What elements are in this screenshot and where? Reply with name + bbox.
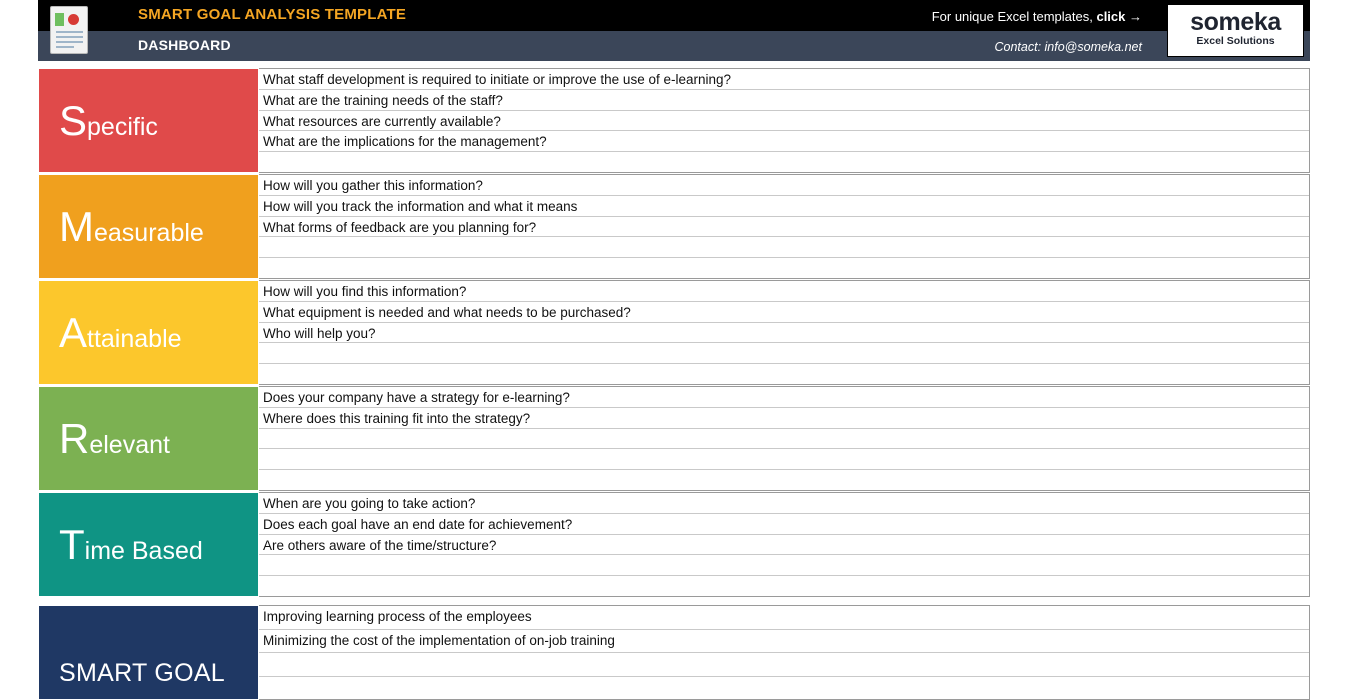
answer-line[interactable]: What forms of feedback are you planning for? <box>259 217 1309 238</box>
document-icon-accent <box>55 13 64 26</box>
category-label-relevant <box>38 386 259 491</box>
answer-line[interactable] <box>259 364 1309 384</box>
promo-link[interactable]: click → <box>1096 9 1142 24</box>
smart-row-attainable <box>38 280 1310 385</box>
goal-line[interactable] <box>259 653 1309 677</box>
answer-line[interactable]: Does your company have a strategy for e-learning? <box>259 387 1309 408</box>
smart-row-specific <box>38 68 1310 173</box>
category-initial: T <box>59 520 85 568</box>
page-title: SMART GOAL ANALYSIS TEMPLATE <box>138 6 407 23</box>
someka-logo[interactable] <box>1167 4 1304 57</box>
document-icon-line <box>56 36 83 38</box>
document-icon-line <box>56 41 83 43</box>
category-word <box>59 308 182 356</box>
answer-line[interactable] <box>259 237 1309 258</box>
promo-text <box>932 9 1142 24</box>
category-label-specific <box>38 68 259 173</box>
header-bar <box>38 0 1310 61</box>
promo-prefix: For unique Excel templates, <box>931 9 1097 24</box>
answers-measurable <box>259 174 1310 279</box>
category-rest: ttainable <box>87 324 182 353</box>
smart-goal-label-cell <box>38 605 259 700</box>
answer-line[interactable]: What are the training needs of the staff? <box>259 90 1309 111</box>
category-initial: R <box>59 414 90 462</box>
answer-line[interactable] <box>259 470 1309 490</box>
answer-line[interactable]: What equipment is needed and what needs to be purchased? <box>259 302 1309 323</box>
category-word <box>59 202 204 250</box>
category-initial: M <box>59 202 94 250</box>
answers-specific <box>259 68 1310 173</box>
answer-line[interactable]: How will you gather this information? <box>259 175 1309 196</box>
category-word <box>59 96 158 144</box>
document-icon-dot <box>68 14 79 25</box>
category-label-timebased <box>38 492 259 597</box>
answer-line[interactable]: What staff development is required to initiate or improve the use of e-learning? <box>259 69 1309 90</box>
category-rest: easurable <box>94 218 204 247</box>
answer-line[interactable] <box>259 449 1309 470</box>
answer-line[interactable] <box>259 429 1309 450</box>
answer-line[interactable]: What resources are currently available? <box>259 111 1309 132</box>
category-label-attainable <box>38 280 259 385</box>
smart-row-measurable <box>38 174 1310 279</box>
smart-row-timebased <box>38 492 1310 597</box>
logo-tagline: Excel Solutions <box>1196 35 1275 47</box>
answers-attainable <box>259 280 1310 385</box>
document-icon-line <box>56 46 74 48</box>
category-label-measurable <box>38 174 259 279</box>
answer-line[interactable] <box>259 576 1309 596</box>
category-word <box>59 520 203 568</box>
document-icon-line <box>56 31 83 33</box>
document-icon <box>50 6 88 54</box>
answer-line[interactable]: Are others aware of the time/structure? <box>259 535 1309 556</box>
page-subtitle: DASHBOARD <box>138 37 231 53</box>
answer-line[interactable] <box>259 343 1309 364</box>
answer-line[interactable]: How will you find this information? <box>259 281 1309 302</box>
smart-goal-block <box>38 605 1310 700</box>
answer-line[interactable]: Does each goal have an end date for achievement? <box>259 514 1309 535</box>
smart-goal-answers <box>259 605 1310 700</box>
category-rest: ime Based <box>84 536 203 565</box>
category-initial: S <box>59 96 88 144</box>
answer-line[interactable]: What are the implications for the management? <box>259 131 1309 152</box>
answer-line[interactable] <box>259 152 1309 172</box>
answer-line[interactable] <box>259 258 1309 278</box>
smart-goal-label: SMART GOAL <box>59 659 226 687</box>
goal-line[interactable]: Minimizing the cost of the implementation of on-job training <box>259 630 1309 654</box>
goal-line[interactable] <box>259 677 1309 700</box>
answer-line[interactable] <box>259 555 1309 576</box>
logo-name: someka <box>1190 8 1281 36</box>
smart-row-relevant <box>38 386 1310 491</box>
answers-relevant <box>259 386 1310 491</box>
answer-line[interactable]: Where does this training fit into the strategy? <box>259 408 1309 429</box>
answer-line[interactable]: How will you track the information and what it means <box>259 196 1309 217</box>
contact-text: Contact: info@someka.net <box>994 40 1142 54</box>
answer-line[interactable]: When are you going to take action? <box>259 493 1309 514</box>
answer-line[interactable]: Who will help you? <box>259 323 1309 344</box>
category-initial: A <box>59 308 88 356</box>
answers-timebased <box>259 492 1310 597</box>
smart-table <box>38 68 1310 598</box>
goal-line[interactable]: Improving learning process of the employees <box>259 606 1309 630</box>
category-rest: elevant <box>89 430 170 459</box>
category-word <box>59 414 170 462</box>
category-rest: pecific <box>87 112 158 141</box>
